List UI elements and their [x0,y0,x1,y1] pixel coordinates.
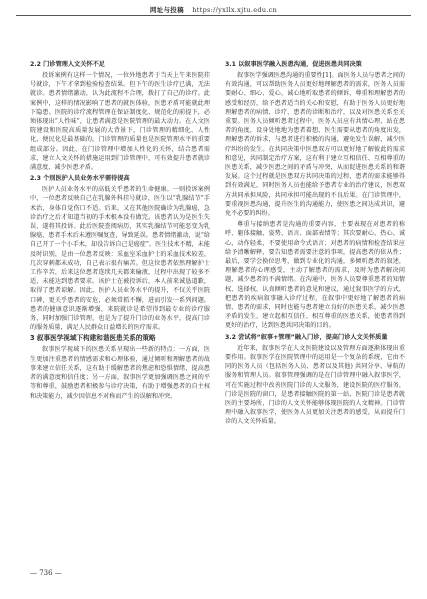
page-number: — 736 — [30,569,62,577]
header-rule [16,15,411,16]
section-heading: 3 叙事医学视域下构建和谐医患关系的策略 [30,334,156,343]
body-paragraph: 医护人员业务水平的高低关乎患者的生命健康。一则投诉案例中，一位患者反映自己在乳腺外科挂号就诊，医生以“乳腺结节”手术治，身体自觉伤口不适。后来，又在其他医院确诊为乳腺癌，急诊治疗之后才知道当初的手术根本没有做完。该患者认为是医生失误，遂将其投诉。此后医院查阅病历，其实乳腺结节可能恶变为乳腺癌，患者手术后未遵医嘱复查，导致延误。患者情绪激动，说“给自己开了一个小手术，却没告诉自己是癌症”。医生技术不精，未能及时识别，是由一位患者反映：采血室采血护士的采血技术较差，几次穿刺都未成功，自己表示很有痛苦。但这位患者依然理解护士工作辛苦，后来这位患者连续几天都来输液，过程中出现了较多不适，未能达到患者要求。该护士在被投诉后，本人前来诚恳道歉，取得了患者谅解。因此，医护人员业务水平的提升，不仅关乎医院口碑，更关乎患者的安危，必须常抓不懈，进而引发一系列问题。患者的健康意识逐渐增强，来院就诊是希望得到最专业的诊疗服务，同时加强门诊管理，也是为了提升门诊的业务水平，提高门诊的服务质量，满足人民群众日益增长的医疗需求。 [30,186,210,332]
journal-url[interactable]: https://yxllx.xjtu.edu.cn [192,6,278,14]
section-heading: 2.2 门诊管理人文关怀不足 [30,61,105,68]
body-paragraph: 投诉案例有这样一个情况，一位外地患者于当天上午来医院挂号就诊，下午才拿到检验检查结果。但下午的医生诊疗已满，无法就诊。患者情绪激动，认为此流程不合理，拨打了自己的诊疗。此案例中，这样的情况影响了患者的就医体验，医患矛盾可能就此埋下隐患。医院的诊疗流程管理在保证制度化、规范化的前提下，必须体现出“人性味”，让患者满意是医院管理的最大动力。在人文医院建设和医院高质量发展的大背景下，门诊管理的精细化、人性化、便民化是最基础的。门诊管理的质量也是医院管理水平的重要组成部分。因此，在门诊管理中增加人性化的关怀，结合患者需求，建立人文关怀的措施运用到门诊管理中，可有效提升患者就诊满意度，减少医患矛盾。 [30,72,210,172]
left-column [30,60,210,403]
right-column [225,60,405,429]
body-paragraph: 叙事医学视域下的医患关系呈现出一些新的特点：一方面，医生更加注重患者的情感需求和心理体验，通过倾听和理解患者的故事来建立信任关系，这有助于缓解患者的焦虑和恐惧情绪，提高患者的满意度和信任度；另一方面，叙事医学更加强调医患之间的平等和尊重，鼓励患者积极参与诊疗决策，有助于增强患者的自主权和决策能力，减少因信息不对称而产生的误解和冲突。 [30,346,210,400]
running-header [0,5,427,14]
section-heading: 3.2 尝试将“叙事+管理”融入门诊，提高门诊人文关怀质量 [225,333,388,341]
journal-name: 网址与投稿 [149,6,184,14]
section-heading: 3.1 以叙事医学融入医患沟通，促进医患共同决策 [225,61,362,68]
body-paragraph: 近年来，叙事医学在人文医院建设以及管理方面逐渐体现出重要作用。叙事医学在医院管理中的运用是一个复杂的系统，它由不同的医务人员（包括医务人员、患者以及其他) 共同分享、导航的服务和管理人员。叙事管理强调的是在门诊管理中融入叙事医学，可在实施过程中改善医院门诊的人文服务，建设医院的医疗服务，门诊是医院的窗口，是患者接触医院的第一站，医院门诊是患者就医的主要场所，门诊的人文关怀能够体现医院的人文精神。门诊管理中融入叙事医学，使医务人员更加关注患者的感受，从而提升门诊的人文关怀质量。 [225,344,405,426]
section-heading: 2.3 个别医护人员业务水平需待提高 [30,175,130,183]
body-paragraph: 尊重与接纳患者是沟通的重要内容，主要表现在对患者的称呼、躯体接触、姿势、语言、面部表情等；其次要耐心、热心、诚心、动作轻柔，不要使用命令式语言；对患者的病情和检查结果应给予清晰解释，要告知患者需要注意的事项，提高患者的依从性；最后，要学会换位思考，做到专业化的沟通，多倾听患者的叙述，理解患者的心理感受，主动了解患者的需求，及时为患者解决问题，减少患者的不满情绪。在沟通中，医务人员要尊重患者的知情权、选择权，认真倾听患者的意见和建议，通过叙事医学的方式，把患者的疾病叙事融入诊疗过程，在叙事中更好地了解患者的病情、患者的需求，同时也能与患者建立良好的医患关系，减少医患矛盾的发生，建立起相互信任、相互尊重的医患关系，使患者得到更好的治疗，达到医患共同决策的目的。 [225,221,405,330]
body-paragraph: 叙事医学强调医患沟通的重要性[1]。面医务人员与患者之间的有效沟通，可以帮助医务人员更好地理解患者的需求，医务人员需要耐心、细心、爱心、诚心地听取患者的倾诉，尊重和理解患者的感受和经历，给予患者适当的关心和安慰，有助于医务人员更好地理解患者的病情、诊疗、患者的诊断和治疗，以及对医患关系至关重要。医务人员倾听患者过程中，医务人员应有共情心理，站在患者的角度，设身处地地为患者着想，医生需要从患者的角度出发，理解患者的诉求，与患者进行积极的沟通，避免发生误解，减少医疗纠纷的发生。在共同决策中医患双方可以更好地了解彼此的需求和意见，共同制定治疗方案，这有利于建立互相信任、互相尊重的医患关系，减少医患之间的矛盾与冲突，从而促进医患关系的和谐发展。这个过程就是医患双方共同决策的过程，患者的需求能够得到有效满足，同时医务人员也能给予患者专业的治疗建议，医患双方共同承担风险，共同承担可能出现的不良后果。在门诊管理中，要重视医患沟通，提升医生的沟通能力，使医患之间达成共识，避免不必要的纠纷。 [225,72,405,218]
